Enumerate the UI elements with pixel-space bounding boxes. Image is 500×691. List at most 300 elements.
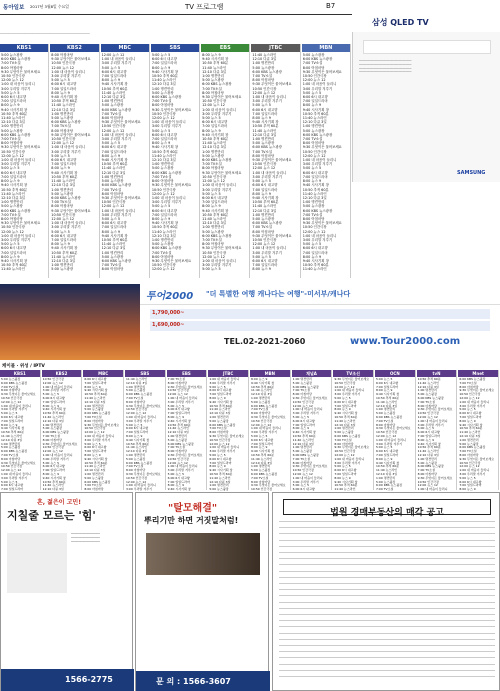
cable-programme-entry: 7:00 TV소설 (417, 399, 436, 404)
cable-programme-entry: 3:00 우리말 겨루기 (209, 449, 236, 454)
programme-entry: 1:00 내 마음이 들리니 (151, 195, 186, 200)
cable-programme-entry: 12:10 다큐 3일 (84, 468, 106, 473)
hair-ad (0, 492, 133, 691)
cable-programme-entry: 7:00 TV소설 (167, 377, 186, 381)
cable-programme-entry: 7:00 일일드라마 (126, 430, 149, 435)
cable-programme-entry: 6:00 6시 내고향 (167, 475, 190, 480)
cable-column (417, 370, 458, 490)
cable-programme-entry: 3:00 우리말 겨루기 (292, 479, 319, 484)
cable-programme-entry: 10:50 인간극장 (167, 388, 189, 393)
cable-programme-entry: 1:00 내 마음이 들리니 (42, 384, 73, 389)
cable-programme-entry: 8:00 아침마당 (126, 399, 146, 404)
legal-table-rule (279, 595, 495, 596)
cable-programme-entry: 10:50 추적 60분 (376, 395, 400, 400)
programme-entry: 1:00 내 마음이 들리니 (302, 233, 337, 238)
channel-header: JTBC (251, 44, 299, 52)
cable-programme-entry: 12:00 뉴스 12 (292, 403, 313, 408)
programme-entry: 1:00 명견만리 (151, 86, 174, 91)
scalp-ad-footer (136, 671, 270, 691)
cable-programme-entry: 9:40 시사기획 창 (334, 479, 358, 484)
cable-programme-entry: 3:00 우리말 겨루기 (42, 456, 69, 461)
cable-programme-entry: 11:40 뉴스라인 (251, 456, 273, 461)
programme-entry: 1:00 명견만리 (101, 99, 124, 104)
cable-programme-entry: 12:10 다큐 3일 (459, 433, 481, 438)
cable-programme-entry: 10:50 추적 60분 (459, 426, 483, 431)
programme-entry: 12:00 뉴스 12 (252, 90, 276, 95)
programme-entry: 9:30 무엇이든 물어보세요 (302, 145, 342, 150)
cable-programme-entry: 6:00 KBS 뉴스광장 (334, 433, 361, 438)
cable-programme-entry: 7:00 TV소설 (251, 407, 269, 412)
programme-entry: 6:00 6시 내고향 (252, 258, 278, 263)
cable-programme-entry: 10:50 추적 60분 (42, 411, 66, 416)
programme-entry: 5:00 뉴스 5 (1, 90, 20, 95)
samsung-ad-text: ───────────────────────────── ───────────────────────────── ───────────────────────────── ───────────────────────────── (359, 59, 412, 75)
cable-programme-entry: 10:50 추적 60분 (292, 433, 316, 438)
cable-programme-entry: 11:40 뉴스라인 (42, 483, 64, 488)
programme-entry: 10:50 추적 60분 (252, 200, 279, 205)
programme-entry: 1:00 명견만리 (202, 225, 224, 230)
cable-channel-header: OCN (375, 370, 415, 377)
cable-programme-entry: 7:00 TV소설 (251, 475, 269, 480)
cable-programme-entry: 10:50 추적 60분 (334, 414, 358, 419)
cable-programme-entry: 6:00 6시 내고향 (84, 377, 107, 381)
programme-entry: 6:00 6시 내고향 (1, 246, 27, 251)
programme-entry: 9:40 시사기획 창 (101, 82, 128, 87)
programme-entry: 10:50 인간극장 (252, 86, 277, 91)
cable-programme-entry: 5:00 뉴스 5 (334, 464, 351, 469)
cable-programme-entry: 9:40 시사기획 창 (42, 407, 66, 412)
programme-entry: 8:00 뉴스 9 (151, 141, 171, 146)
cable-programme-entry: 5:00 뉴스 5 (126, 422, 143, 427)
programme-entry: 12:00 뉴스 12 (202, 254, 225, 259)
programme-entry: 8:00 아침마당 (101, 116, 124, 121)
cable-programme-entry: 7:00 TV소설 (376, 418, 394, 423)
programme-entry: 12:00 뉴스 12 (202, 179, 225, 184)
cable-programme-entry: 9:30 무엇이든 물어보세요 (1, 392, 36, 397)
programme-entry: 9:40 시사기획 창 (1, 107, 28, 112)
cable-programme-entry: 7:00 TV소설 (84, 483, 102, 488)
programme-entry: 1:00 내 마음이 들리니 (51, 145, 86, 150)
cable-programme-entry: 7:00 일일드라마 (334, 403, 357, 408)
cable-programme-entry: 1:00 명견만리 (376, 475, 396, 480)
cable-programme-entry: 12:00 뉴스 12 (84, 430, 105, 435)
programme-entry: 12:10 다큐 3일 (202, 145, 227, 150)
programme-entry: 7:00 TV소설 (302, 137, 323, 142)
cable-programme-entry: 1:00 명견만리 (84, 471, 104, 476)
cable-programme-entry: 5:00 뉴스 5 (376, 377, 393, 381)
programme-entry: 11:40 뉴스라인 (252, 128, 277, 133)
cable-programme-entry: 9:40 시사기획 창 (84, 456, 108, 461)
programme-entry: 12:00 뉴스 12 (51, 141, 75, 146)
programme-entry: 5:00 뉴스광장 (101, 254, 124, 259)
programme-entry: 9:30 무엇이든 물어보세요 (151, 183, 192, 188)
programme-entry: 8:00 아침마당 (302, 216, 325, 221)
programme-entry: 12:10 다큐 3일 (202, 221, 227, 226)
programme-entry: 10:50 인간극장 (202, 99, 227, 104)
cable-programme-entry: 5:00 뉴스광장 (126, 388, 146, 393)
cable-programme-entry: 7:00 TV소설 (292, 388, 311, 393)
programme-entry: 11:40 뉴스라인 (1, 191, 25, 196)
programme-entry: 1:00 내 마음이 들리니 (151, 120, 186, 125)
cable-programme-entry: 7:00 일일드라마 (376, 384, 399, 389)
programme-entry: 8:00 아침마당 (202, 166, 224, 171)
cable-programme-entry: 1:00 내 마음이 들리니 (84, 433, 115, 438)
programme-entry: 8:00 뉴스 9 (202, 204, 221, 209)
cable-programme-entry: 12:00 뉴스 12 (251, 422, 272, 427)
programme-entry: 11:40 뉴스라인 (51, 103, 76, 108)
programme-entry: 8:00 아침마당 (101, 267, 124, 272)
cable-programme-entry: 5:00 뉴스광장 (417, 392, 437, 397)
cable-programme-entry: 12:00 뉴스 12 (167, 392, 188, 397)
legal-notice (272, 492, 500, 691)
programme-entry: 10:50 인간극장 (151, 263, 176, 268)
cable-programme-entry: 6:00 6시 내고향 (126, 426, 149, 431)
programme-entry: 10:50 추적 60분 (151, 74, 178, 79)
programme-entry: 9:30 무엇이든 물어보세요 (101, 195, 141, 200)
cable-programme-entry: 5:00 뉴스 5 (167, 403, 185, 408)
cable-programme-entry: 9:40 시사기획 창 (292, 430, 316, 435)
cable-programme-entry: 5:00 뉴스광장 (84, 407, 104, 412)
legal-notice-title-box (283, 499, 491, 518)
cable-programme-entry: 10:50 추적 60분 (251, 384, 275, 389)
programme-entry: 10:50 인간극장 (302, 149, 327, 154)
cable-programme-entry: 10:50 추적 60분 (417, 445, 441, 450)
programme-entry: 9:30 무엇이든 물어보세요 (252, 158, 292, 163)
programme-entry: 6:00 KBS 뉴스광장 (202, 158, 232, 163)
cable-programme-entry: 9:40 시사기획 창 (376, 460, 400, 465)
travel-ad-headline: "더 특별한 여행 캐나다는 여행"-미서부/캐나다 (206, 290, 351, 298)
cable-programme-entry: 3:00 우리말 겨루기 (126, 418, 153, 423)
programme-entry: 7:00 TV소설 (1, 61, 21, 66)
cable-programme-entry: 8:00 아침마당 (1, 456, 21, 461)
programme-entry: 1:00 명견만리 (151, 162, 174, 167)
programme-entry: 5:00 뉴스광장 (151, 166, 174, 171)
programme-entry: 6:00 6시 내고향 (252, 183, 278, 188)
cable-programme-entry: 5:00 뉴스광장 (334, 430, 354, 435)
programme-entry: 5:00 뉴스광장 (252, 65, 275, 70)
cable-programme-entry: 6:00 6시 내고향 (251, 437, 274, 442)
programme-entry: 8:00 뉴스 9 (302, 103, 322, 108)
cable-programme-entry: 3:00 우리말 겨루기 (251, 430, 278, 435)
cable-programme-entry: 10:50 인간극장 (417, 411, 439, 416)
travel-ad (0, 284, 500, 360)
programme-entry: 7:00 일일드라마 (1, 250, 27, 255)
programme-entry: 7:00 일일드라마 (101, 149, 127, 154)
cable-programme-entry: 3:00 우리말 겨루기 (459, 403, 486, 408)
cable-channel-header: MBC (83, 370, 123, 377)
cable-programme-entry: 3:00 우리말 겨루기 (84, 437, 111, 442)
cable-programme-entry: 5:00 뉴스광장 (292, 380, 312, 385)
programme-entry: 8:00 뉴스 9 (1, 254, 20, 259)
programme-entry: 6:00 KBS 뉴스광장 (101, 183, 132, 188)
programme-entry: 5:00 뉴스광장 (302, 53, 325, 57)
cable-channel-header: Mnet (458, 370, 498, 377)
cable-programme-entry: 7:00 TV소설 (126, 464, 144, 469)
cable-programme-entry: 3:00 우리말 겨루기 (1, 407, 28, 412)
programme-entry: 9:30 무엇이든 물어보세요 (51, 208, 91, 213)
programme-entry: 5:00 뉴스 5 (51, 153, 70, 158)
programme-entry: 1:00 내 마음이 들리니 (252, 95, 287, 100)
programme-entry: 12:10 다큐 3일 (51, 107, 76, 112)
programme-entry: 6:00 KBS 뉴스광장 (51, 120, 81, 125)
programme-entry: 7:00 TV소설 (302, 212, 323, 217)
programme-entry: 10:50 추적 60분 (101, 162, 128, 167)
programme-entry: 6:00 KBS 뉴스광장 (101, 258, 132, 263)
cable-programme-entry: 9:30 무엇이든 물어보세요 (292, 395, 328, 400)
cable-programme-entry: 6:00 6시 내고향 (209, 388, 232, 393)
cable-programme-entry: 11:40 뉴스라인 (209, 407, 231, 412)
programme-entry: 8:00 아침마당 (252, 153, 275, 158)
cable-programme-entry: 8:00 뉴스 9 (292, 426, 310, 431)
programme-entry: 1:00 명견만리 (51, 187, 74, 192)
programme-entry: 12:10 다큐 3일 (202, 69, 227, 74)
cable-programme-entry: 5:00 뉴스광장 (376, 411, 396, 416)
cable-programme-entry: 6:00 6시 내고향 (376, 449, 399, 454)
programme-entry: 1:00 명견만리 (151, 237, 174, 242)
programme-entry: 7:00 일일드라마 (202, 124, 228, 129)
cable-programme-entry: 12:10 다큐 3일 (334, 422, 356, 427)
programme-entry: 7:00 TV소설 (1, 212, 21, 217)
programme-entry: 7:00 TV소설 (151, 250, 172, 255)
cable-programme-entry: 8:00 뉴스 9 (84, 384, 101, 389)
programme-entry: 8:00 뉴스 9 (252, 191, 271, 196)
legal-notice-title: 법원 경매부동산의 매각 공고 (330, 508, 444, 518)
programme-entry: 12:10 다큐 3일 (252, 57, 277, 62)
cable-programme-entry: 1:00 내 마음이 들리니 (334, 456, 365, 461)
programme-entry: 3:00 우리말 겨루기 (252, 250, 282, 255)
programme-entry: 5:00 뉴스광장 (51, 116, 74, 121)
cable-column (0, 370, 41, 490)
programme-entry: 9:40 시사기획 창 (101, 158, 128, 163)
programme-entry: 7:00 TV소설 (302, 61, 323, 66)
programme-entry: 12:10 다큐 3일 (151, 158, 176, 163)
programme-entry: 5:00 뉴스 5 (151, 128, 171, 133)
cable-programme-entry: 12:00 뉴스 12 (1, 399, 22, 404)
cable-programme-entry: 8:00 뉴스 9 (376, 388, 393, 393)
programme-entry: 9:40 시사기획 창 (302, 107, 329, 112)
cable-programme-entry: 1:00 내 마음이 들리니 (459, 468, 490, 473)
cable-programme-entry: 5:00 뉴스광장 (1, 377, 21, 381)
cable-programme-entry: 6:00 6시 내고향 (292, 487, 315, 492)
cable-programme-entry: 12:00 뉴스 12 (459, 395, 480, 400)
legal-table-rule (279, 651, 495, 652)
programme-entry: 7:00 일일드라마 (302, 99, 328, 104)
programme-entry: 12:10 다큐 3일 (101, 170, 126, 175)
cable-programme-entry: 12:10 다큐 3일 (376, 403, 398, 408)
programme-entry: 7:00 TV소설 (252, 74, 273, 79)
cable-programme-entry: 10:50 인간극장 (84, 426, 106, 431)
cable-programme-entry: 10:50 인간극장 (42, 445, 64, 450)
cable-programme-entry: 6:00 6시 내고향 (417, 430, 440, 435)
programme-entry: 1:00 명견만리 (302, 200, 325, 205)
channel-header: KBS1 (0, 44, 48, 52)
programme-entry: 5:00 뉴스 5 (51, 229, 70, 234)
samsung-ad-banner (363, 40, 491, 54)
tv-listing-grid (0, 44, 352, 278)
programme-entry: 7:00 일일드라마 (151, 137, 177, 142)
programme-entry: 3:00 우리말 겨루기 (202, 263, 232, 268)
programme-entry: 7:00 TV소설 (51, 200, 71, 205)
cable-programme-entry: 5:00 뉴스광장 (1, 445, 21, 450)
cable-programme-entry: 1:00 명견만리 (126, 384, 146, 389)
cable-programme-entry: 8:00 뉴스 9 (459, 418, 476, 423)
programme-entry: 11:40 뉴스라인 (302, 267, 327, 272)
cable-programme-entry: 9:40 시사기획 창 (209, 399, 233, 404)
cable-programme-entry: 12:10 다큐 3일 (417, 384, 439, 389)
programme-entry: 6:00 KBS 뉴스광장 (302, 57, 333, 62)
programme-entry: 6:00 KBS 뉴스광장 (252, 145, 282, 150)
programme-entry: 10:50 추적 60분 (51, 250, 78, 255)
programme-entry: 9:30 무엇이든 물어보세요 (202, 95, 242, 100)
programme-entry: 8:00 아침마당 (202, 90, 224, 95)
programme-entry: 7:00 일일드라마 (101, 74, 127, 79)
programme-entry: 5:00 뉴스 5 (151, 53, 171, 57)
scalp-ad-phone: 문 의 : 1566-3607 (156, 677, 231, 686)
cable-programme-entry: 12:00 뉴스 12 (1, 468, 22, 473)
cable-programme-entry: 10:50 추적 60분 (376, 464, 400, 469)
programme-entry: 10:50 인간극장 (1, 74, 25, 79)
cable-programme-entry: 8:00 아침마당 (251, 479, 271, 484)
legal-table-rule (279, 589, 495, 590)
programme-entry: 8:00 아침마당 (51, 128, 74, 133)
cable-column (375, 370, 416, 490)
listing-column (101, 44, 150, 278)
listing-column (201, 44, 250, 278)
cable-programme-entry: 3:00 우리말 겨루기 (167, 399, 194, 404)
cable-programme-entry: 10:50 인간극장 (334, 449, 356, 454)
cable-programme-entry: 6:00 KBS 뉴스광장 (167, 441, 194, 446)
cable-channel-header: KBS1 (0, 370, 40, 377)
cable-programme-entry: 1:00 내 마음이 들리니 (126, 483, 156, 488)
programme-entry: 6:00 6시 내고향 (302, 170, 328, 175)
cable-programme-entry: 12:10 다큐 3일 (376, 471, 398, 476)
cable-programme-entry: 5:00 뉴스 5 (84, 441, 101, 446)
programme-entry: 8:00 아침마당 (1, 216, 23, 221)
cable-programme-entry: 5:00 뉴스광장 (459, 441, 479, 446)
programme-entry: 5:00 뉴스광장 (1, 128, 23, 133)
legal-table-rule (279, 657, 495, 658)
cable-programme-entry: 1:00 명견만리 (251, 395, 271, 400)
cable-programme-entry: 1:00 명견만리 (334, 426, 354, 431)
scalp-ad-badge: "탈모해결" (168, 503, 218, 514)
legal-table-rule (279, 558, 495, 559)
cable-programme-entry: 8:00 뉴스 9 (1, 422, 18, 427)
cable-programme-entry: 3:00 우리말 겨루기 (334, 392, 361, 397)
cable-programme-entry: 5:00 뉴스 5 (292, 483, 310, 488)
programme-entry: 3:00 우리말 겨루기 (302, 162, 333, 167)
programme-entry: 3:00 우리말 겨루기 (151, 124, 182, 129)
programme-entry: 9:30 무엇이든 물어보세요 (1, 145, 41, 150)
cable-programme-entry: 7:00 일일드라마 (376, 452, 399, 457)
cable-programme-entry: 9:30 무엇이든 물어보세요 (334, 445, 370, 450)
cable-programme-entry: 12:10 다큐 3일 (209, 411, 231, 416)
programme-entry: 5:00 뉴스 5 (252, 179, 271, 184)
cable-programme-entry: 6:00 6시 내고향 (209, 456, 232, 461)
cable-programme-entry: 11:40 뉴스라인 (334, 487, 356, 492)
programme-entry: 12:10 다큐 3일 (151, 233, 176, 238)
cable-programme-entry: 7:00 일일드라마 (167, 479, 190, 484)
cable-programme-entry: 7:00 TV소설 (209, 426, 227, 431)
hair-ad-footer (1, 669, 134, 691)
cable-programme-entry: 3:00 우리말 겨루기 (417, 422, 444, 427)
programme-entry: 9:40 시사기획 창 (202, 57, 229, 62)
cable-programme-entry: 9:30 무엇이든 물어보세요 (84, 422, 120, 427)
cable-programme-entry: 1:00 내 마음이 들리니 (126, 414, 156, 419)
programme-entry: 1:00 내 마음이 들리니 (101, 132, 136, 137)
programme-entry: 11:40 뉴스라인 (151, 78, 176, 83)
programme-entry: 12:00 뉴스 12 (151, 191, 175, 196)
programme-entry: 8:00 뉴스 9 (51, 90, 70, 95)
legal-table-rule (279, 633, 495, 634)
cable-programme-entry: 6:00 KBS 뉴스광장 (251, 403, 278, 408)
paper-name: 동아일보 (3, 5, 25, 11)
programme-entry: 12:00 뉴스 12 (202, 103, 225, 108)
programme-entry: 9:40 시사기획 창 (252, 195, 279, 200)
cable-programme-entry: 6:00 KBS 뉴스광장 (376, 483, 403, 488)
cable-programme-entry: 8:00 아침마당 (42, 437, 62, 442)
programme-entry: 10:50 추적 60분 (1, 263, 28, 268)
cable-programme-entry: 5:00 뉴스광장 (209, 418, 229, 423)
cable-header (0, 362, 500, 370)
cable-programme-entry: 12:00 뉴스 12 (126, 479, 147, 484)
listing-column (50, 44, 99, 278)
programme-entry: 10:50 인간극장 (1, 149, 25, 154)
programme-entry: 9:30 무엇이든 물어보세요 (151, 258, 192, 263)
programme-entry: 8:00 뉴스 9 (202, 128, 221, 133)
cable-programme-entry: 11:40 뉴스라인 (417, 449, 439, 454)
cable-programme-entry: 10:50 추적 60분 (42, 479, 66, 484)
programme-entry: 7:00 TV소설 (1, 137, 21, 142)
cable-programme-entry: 9:30 무엇이든 물어보세요 (417, 475, 453, 480)
cable-channel-header: TV조선 (333, 370, 373, 377)
programme-entry: 5:00 뉴스 5 (101, 216, 121, 221)
programme-entry: 9:40 시사기획 창 (302, 183, 329, 188)
programme-entry: 12:10 다큐 3일 (252, 208, 277, 213)
cable-programme-entry: 9:30 무엇이든 물어보세요 (209, 433, 245, 438)
cable-programme-entry: 9:30 무엇이든 물어보세요 (1, 460, 36, 465)
programme-entry: 11:40 뉴스라인 (151, 153, 176, 158)
legal-notice-table (279, 521, 495, 686)
cable-programme-entry: 8:00 아침마당 (376, 422, 396, 427)
cable-programme-entry: 11:40 뉴스라인 (84, 395, 106, 400)
programme-entry: 1:00 내 마음이 들리니 (101, 57, 136, 62)
programme-entry: 6:00 6시 내고향 (51, 158, 77, 163)
legal-table-rule (279, 620, 495, 621)
cable-programme-entry: 7:00 TV소설 (42, 433, 61, 438)
channel-header: KBS2 (50, 44, 98, 52)
programme-entry: 10:50 인간극장 (202, 174, 227, 179)
cable-programme-entry: 8:00 뉴스 9 (334, 475, 351, 480)
programme-entry: 6:00 KBS 뉴스광장 (1, 132, 31, 137)
programme-entry: 3:00 우리말 겨루기 (51, 74, 81, 79)
programme-entry: 11:40 뉴스라인 (1, 116, 25, 121)
cable-programme-entry: 8:00 아침마당 (167, 380, 187, 385)
cable-channel-header: EBS (167, 370, 207, 377)
programme-entry: 8:00 아침마당 (302, 141, 325, 146)
programme-entry: 12:00 뉴스 12 (252, 242, 276, 247)
programme-entry: 9:40 시사기획 창 (1, 183, 28, 188)
programme-entry: 5:00 뉴스 5 (51, 78, 70, 83)
cable-programme-entry: 11:40 뉴스라인 (1, 433, 23, 438)
legal-table-rule (279, 552, 495, 553)
legal-table-rule (279, 564, 495, 565)
cable-programme-entry: 7:00 TV소설 (84, 414, 102, 419)
cable-programme-entry: 7:00 일일드라마 (417, 433, 440, 438)
cable-programme-entry: 10:50 인간극장 (459, 392, 481, 397)
cable-programme-entry: 5:00 뉴스 5 (209, 452, 226, 457)
cable-programme-entry: 7:00 TV소설 (126, 395, 144, 400)
programme-entry: 1:00 명견만리 (202, 149, 224, 154)
